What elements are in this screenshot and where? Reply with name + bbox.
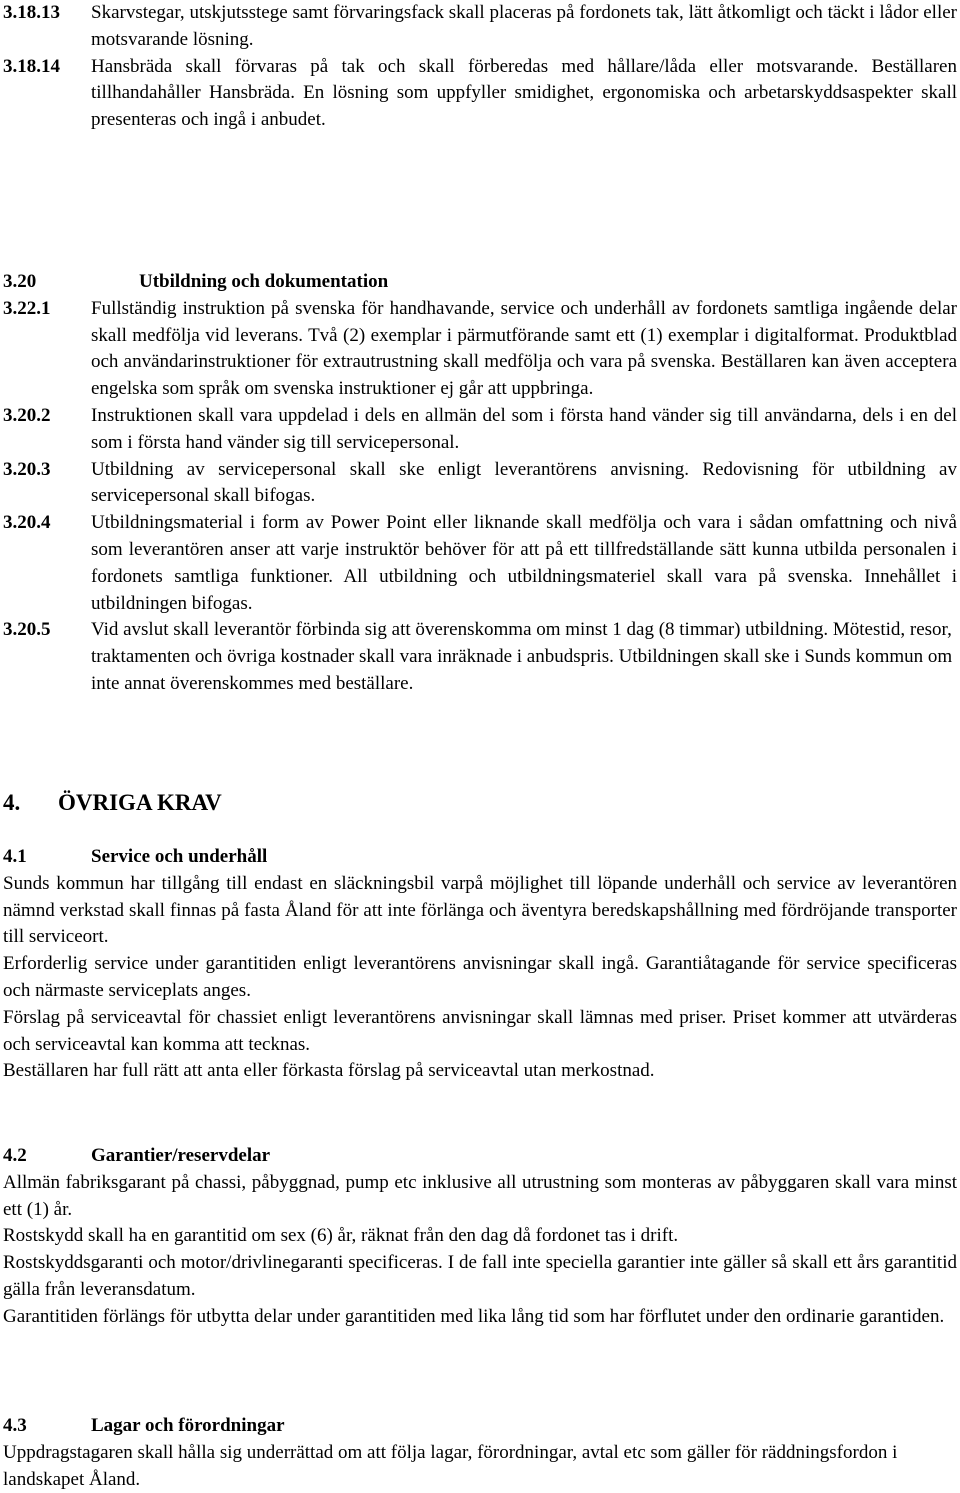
item-number: 3.20.4 — [3, 512, 51, 534]
section-number: 4.1 — [3, 846, 27, 867]
list-item-3-20-3 — [3, 457, 957, 511]
paragraph: Rostskyddsgaranti och motor/drivlinegaranti specificeras. I de fall inte speciella garantier inte gäller så skall ett års garantitid gälla från leveransdatum. — [3, 1252, 957, 1300]
paragraph: Uppdragstagaren skall hålla sig underrättad om att följa lagar, förordningar, avtal etc som gäller för räddningsfordon i landskapet Åland. — [3, 1441, 898, 1490]
list-item-3-18-13 — [3, 0, 957, 54]
section-4-2 — [3, 1143, 957, 1331]
section-heading — [3, 1143, 957, 1170]
paragraph: Förslag på serviceavtal för chassiet enligt leverantörens anvisningar skall lämnas med priser. Priset kommer att utvärderas och serviceavtal kan komma att tecknas. — [3, 1006, 957, 1055]
item-text: Hansbräda skall förvaras på tak och skall förberedas med hållare/låda eller motsvarande. Beställaren tillhandahåller Hansbräda. En lösning som uppfyller smidighet, ergonomiska och arbetarskyddsaspekter skall presenteras och ingå i anbudet. — [91, 55, 957, 131]
item-number: 3.20.5 — [3, 619, 51, 641]
item-number: 3.20.3 — [3, 458, 51, 480]
section-number: 3.20 — [3, 271, 37, 292]
section-number: 4.3 — [3, 1415, 27, 1436]
item-number: 3.22.1 — [3, 297, 51, 319]
section-heading — [3, 1413, 957, 1440]
paragraph: Garantitiden förlängs för utbytta delar under garantitiden med lika lång tid som har förflutet under den ordinarie garantiden. — [3, 1305, 945, 1327]
list-item-3-18-14 — [3, 54, 957, 134]
section-title: Utbildning och dokumentation — [139, 271, 389, 292]
paragraph: Beställaren har full rätt att anta eller förkasta förslag på serviceavtal utan merkostnad. — [3, 1060, 655, 1082]
chapter-heading-4 — [3, 790, 957, 817]
item-text: Skarvstegar, utskjutsstege samt förvaringsfack skall placeras på fordonets tak, lätt åtkomligt och täckt i lådor eller motsvarande lösning. — [91, 2, 957, 50]
section-3-20 — [3, 269, 957, 698]
section-number: 4.2 — [3, 1145, 27, 1166]
list-item-3-22-1 — [3, 296, 957, 403]
item-number: 3.20.2 — [3, 404, 51, 426]
item-text: Vid avslut skall leverantör förbinda sig att överenskomma om minst 1 dag (8 timmar) utbildning. Mötestid, resor, traktamenten och övriga kostnader skall vara inräknade i anbudspris. Utbildningen skall ske i Sunds kommun om inte annat överenskommes med beställare. — [91, 619, 953, 694]
chapter-number: 4. — [3, 790, 21, 815]
section-heading — [3, 844, 957, 871]
item-number: 3.18.13 — [3, 2, 60, 23]
item-text: Fullständig instruktion på svenska för handhavande, service och underhåll av fordonets samtliga ingående delar skall medfölja vid leverans. Två (2) exemplar i pärmutförande samt ett (1) exemplar i digitalformat. Produktblad och användarinstruktioner för extrautrustning skall medfölja och vara på svenska. Beställaren kan även acceptera engelska som språk om svenska instruktioner ej går att uppbringa. — [91, 297, 957, 400]
paragraph: Sunds kommun har tillgång till endast en släckningsbil varpå möjlighet till löpande underhåll och service av leverantören nämnd verkstad skall finnas på fasta Åland för att inte förlänga och äventyra beredskapshållning med fördröjande transporter till serviceort. — [3, 872, 957, 948]
section-title: Service och underhåll — [91, 846, 268, 867]
section-4-1 — [3, 844, 957, 1085]
list-item-3-20-4 — [3, 510, 957, 617]
section-title: Garantier/reservdelar — [91, 1145, 271, 1166]
paragraph: Rostskydd skall ha en garantitid om sex (6) år, räknat från den dag då fordonet tas i drift. — [3, 1225, 679, 1247]
section-4-3 — [3, 1413, 957, 1493]
chapter-title: ÖVRIGA KRAV — [58, 790, 222, 815]
section-heading — [3, 269, 957, 296]
item-text: Utbildningsmaterial i form av Power Point eller liknande skall medfölja och vara i sådan omfattning och nivå som leverantören anser att varje instruktör behöver för att på ett tillfredställande sätt kunna utbilda personalen i fordonets samtliga funktioner. All utbildning och utbildningsmateriel skall vara på svenska. Innehållet i utbildningen bifogas. — [91, 512, 957, 614]
paragraph: Allmän fabriksgarant på chassi, påbyggnad, pump etc inklusive all utrustning som monteras av påbyggaren skall vara minst ett (1) år. — [3, 1171, 957, 1220]
item-text: Utbildning av servicepersonal skall ske enligt leverantörens anvisning. Redovisning för utbildning av servicepersonal skall bifogas. — [91, 458, 957, 507]
list-item-3-20-5 — [3, 617, 957, 697]
item-number: 3.18.14 — [3, 55, 60, 77]
paragraph: Erforderlig service under garantitiden enligt leverantörens anvisningar skall ingå. Garantiåtagande för service specificeras och närmaste serviceplats anges. — [3, 953, 957, 1001]
section-title: Lagar och förordningar — [91, 1415, 285, 1436]
list-item-3-20-2 — [3, 403, 957, 457]
items-top — [3, 0, 957, 134]
item-text: Instruktionen skall vara uppdelad i dels en allmän del som i första hand vänder sig till användarna, dels i en del som i första hand vänder sig till servicepersonal. — [91, 404, 957, 453]
